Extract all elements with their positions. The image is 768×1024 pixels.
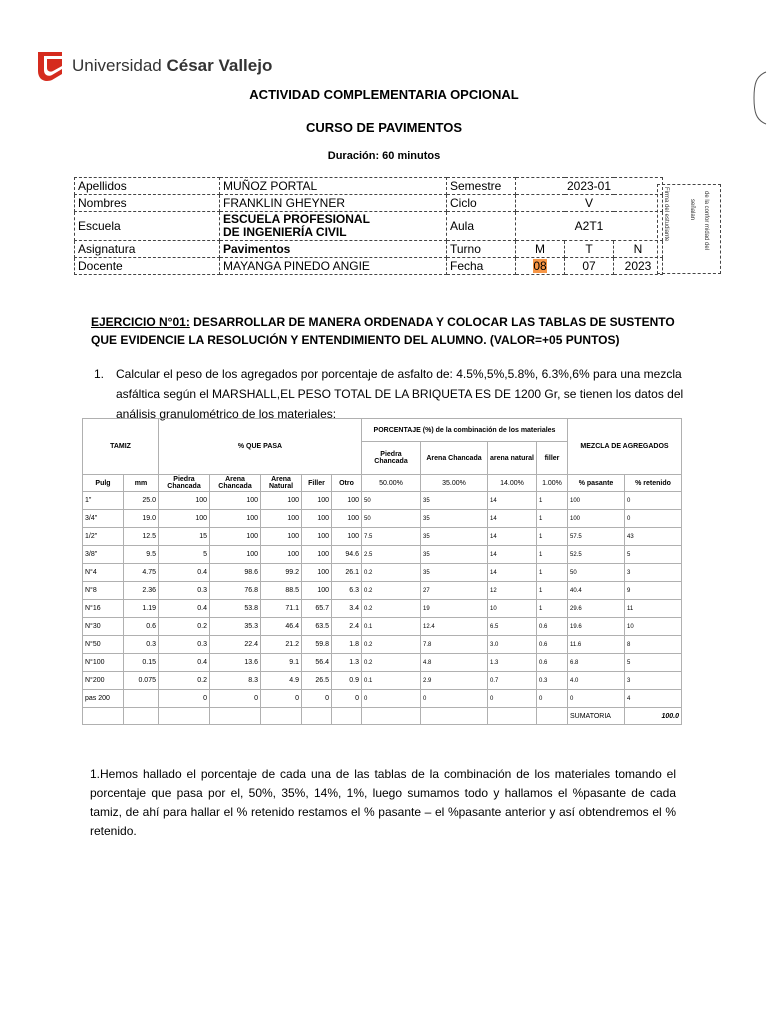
cell-pasante: 52.5 [568,546,625,564]
value-semestre: 2023-01 [516,178,663,195]
table-row [83,546,682,564]
table-row [83,564,682,582]
turno-m: M [516,241,565,258]
question-number: 1. [94,367,105,381]
cell-retenido: 5 [625,654,682,672]
cell-pulg: N°16 [83,600,124,618]
cell-arena: 53.8 [210,600,261,618]
cell-piedra: 0.3 [159,636,210,654]
cell-piedra: 5 [159,546,210,564]
info-row-nombres [75,195,663,212]
table-row [83,672,682,690]
cell-piedra: 0 [159,690,210,708]
cell-pulg: N°4 [83,564,124,582]
fecha-year: 2023 [614,258,663,275]
label-aula: Aula [447,212,516,241]
cell-arena: 35.3 [210,618,261,636]
cell-pct-filler: 1 [537,510,568,528]
cell-pulg: N°50 [83,636,124,654]
cell-pct-filler: 1 [537,492,568,510]
cell-arena: 100 [210,546,261,564]
cell-arena: 22.4 [210,636,261,654]
cell-retenido: 0 [625,510,682,528]
label-semestre: Semestre [447,178,516,195]
cell-piedra: 0.3 [159,582,210,600]
cell-pct-filler: 1 [537,582,568,600]
cell-pulg: N°8 [83,582,124,600]
cell-pct-filler: 0.6 [537,618,568,636]
cell-pct-arena-natural: 6.5 [488,618,537,636]
cell-pasante: 4.0 [568,672,625,690]
cell-arena-natural: 100 [261,492,302,510]
cell-pct-arena: 35 [421,510,488,528]
cell-otro: 0.9 [332,672,362,690]
value-docente: MAYANGA PINEDO ANGIE [220,258,447,275]
cell-otro: 6.3 [332,582,362,600]
sub-piedra: Piedra Chancada [159,475,210,492]
cell-pulg: 1/2" [83,528,124,546]
cell-pulg: N°200 [83,672,124,690]
cell-arena: 98.6 [210,564,261,582]
cell-filler: 100 [302,528,332,546]
value-escuela: ESCUELA PROFESIONAL DE INGENIERÍA CIVIL [220,212,447,241]
cell-pct-arena: 12.4 [421,618,488,636]
cell-arena-natural: 100 [261,546,302,564]
cell-pct-piedra: 0.2 [362,564,421,582]
cell-mm: 25.0 [124,492,159,510]
value-asignatura: Pavimentos [220,241,447,258]
cell-otro: 2.4 [332,618,362,636]
cell-pct-filler: 1 [537,546,568,564]
table-row [83,636,682,654]
cell-pulg: 3/8" [83,546,124,564]
cell-pct-arena-natural: 14 [488,492,537,510]
turno-t: T [565,241,614,258]
cell-pulg: 1" [83,492,124,510]
cell-mm: 9.5 [124,546,159,564]
cell-pct-arena-natural: 1.3 [488,654,537,672]
cell-mm: 19.0 [124,510,159,528]
cell-pct-arena-natural: 14 [488,528,537,546]
cell-pasante: 6.8 [568,654,625,672]
cell-piedra: 0.4 [159,564,210,582]
cell-filler: 100 [302,546,332,564]
label-nombres: Nombres [75,195,220,212]
cell-piedra: 0.2 [159,672,210,690]
sub-pct-arena-natural: 14.00% [488,475,537,492]
cell-mm: 4.75 [124,564,159,582]
cell-pct-filler: 1 [537,564,568,582]
cell-pct-filler: 0.6 [537,654,568,672]
table-row [83,492,682,510]
cell-retenido: 11 [625,600,682,618]
university-logo [36,46,272,86]
cell-retenido: 3 [625,564,682,582]
cell-pct-piedra: 7.5 [362,528,421,546]
cell-pct-arena: 0 [421,690,488,708]
header-mezcla: MEZCLA DE AGREGADOS [568,419,682,475]
cell-retenido: 10 [625,618,682,636]
cell-pct-arena-natural: 0.7 [488,672,537,690]
cell-pasante: 100 [568,510,625,528]
cell-retenido: 0 [625,492,682,510]
cell-pct-piedra: 0.2 [362,582,421,600]
cell-retenido: 8 [625,636,682,654]
question-text: Calcular el peso de los agregados por porcentaje de asfalto de: 4.5%,5%,5.8%, 6.3%,6% para una mezcla asfáltica según el MARSHALL,EL PESO TOTAL DE LA BRIQUETA ES DE 1200 Gr, se tienen los datos del análisis granulométrico de los materiales: [116,367,684,421]
question-1 [94,364,694,424]
info-row-apellidos [75,178,663,195]
cell-piedra: 0.4 [159,654,210,672]
cell-pct-arena: 35 [421,546,488,564]
sub-otro: Otro [332,475,362,492]
course-title: CURSO DE PAVIMENTOS [305,120,463,135]
info-row-escuela [75,212,663,241]
cell-arena-natural: 71.1 [261,600,302,618]
label-ciclo: Ciclo [447,195,516,212]
cell-pct-arena: 4.8 [421,654,488,672]
cell-mm [124,690,159,708]
table-row [83,528,682,546]
cell-pct-arena-natural: 12 [488,582,537,600]
cell-arena-natural: 9.1 [261,654,302,672]
cell-arena-natural: 21.2 [261,636,302,654]
cell-otro: 100 [332,510,362,528]
sub-arena: Arena Chancada [210,475,261,492]
turno-n: N [614,241,663,258]
cell-otro: 94.6 [332,546,362,564]
cell-arena-natural: 46.4 [261,618,302,636]
table-row [83,510,682,528]
cell-otro: 1.3 [332,654,362,672]
sub-filler: Filler [302,475,332,492]
cell-pct-arena-natural: 0 [488,690,537,708]
cell-mm: 12.5 [124,528,159,546]
table-row [83,600,682,618]
cell-pct-piedra: 50 [362,510,421,528]
cell-otro: 3.4 [332,600,362,618]
cell-arena-natural: 99.2 [261,564,302,582]
cell-pasante: 29.6 [568,600,625,618]
cell-pct-arena: 35 [421,492,488,510]
table-row [83,582,682,600]
table-row [83,654,682,672]
cell-retenido: 43 [625,528,682,546]
cell-pct-piedra: 0.1 [362,618,421,636]
cell-mm: 0.3 [124,636,159,654]
cell-retenido: 5 [625,546,682,564]
cell-pct-piedra: 0.2 [362,600,421,618]
cell-otro: 26.1 [332,564,362,582]
cell-pct-arena: 35 [421,564,488,582]
cell-arena-natural: 100 [261,510,302,528]
cell-filler: 59.8 [302,636,332,654]
cell-pct-piedra: 2.5 [362,546,421,564]
sub-arena-natural: Arena Natural [261,475,302,492]
cell-filler: 65.7 [302,600,332,618]
table-sum-row [83,708,682,725]
cell-arena: 0 [210,690,261,708]
cell-pct-piedra: 0.2 [362,636,421,654]
cell-pulg: N°30 [83,618,124,636]
label-apellidos: Apellidos [75,178,220,195]
cell-arena: 100 [210,528,261,546]
student-info-table [74,177,663,275]
cell-pct-arena-natural: 10 [488,600,537,618]
cell-pulg: 3/4" [83,510,124,528]
label-fecha: Fecha [447,258,516,275]
cell-mm: 1.19 [124,600,159,618]
value-ciclo: V [516,195,663,212]
value-nombres: FRANKLIN GHEYNER [220,195,447,212]
table-subheader-row [83,475,682,492]
signature-box: Firma del estudiante señalan de la confor midad del [657,184,721,274]
sub-pulg: Pulg [83,475,124,492]
cell-pulg: pas 200 [83,690,124,708]
cell-pct-filler: 0 [537,690,568,708]
header-comb-filler: filler [537,442,568,475]
cell-pasante: 50 [568,564,625,582]
fecha-month: 07 [565,258,614,275]
granulometry-table [82,418,682,725]
fecha-day: 08 [516,258,565,275]
cell-pct-arena: 35 [421,528,488,546]
cell-pct-arena: 2.9 [421,672,488,690]
table-row [83,618,682,636]
cell-pct-arena-natural: 14 [488,564,537,582]
cell-pct-piedra: 50 [362,492,421,510]
cell-otro: 100 [332,492,362,510]
table-row [83,690,682,708]
header-que-pasa: % QUE PASA [159,419,362,475]
cell-piedra: 0.4 [159,600,210,618]
cell-pct-arena: 27 [421,582,488,600]
cell-pasante: 40.4 [568,582,625,600]
cell-pct-piedra: 0 [362,690,421,708]
cell-filler: 63.5 [302,618,332,636]
cell-mm: 0.15 [124,654,159,672]
sum-label: SUMATORIA [568,708,625,725]
cell-pct-filler: 1 [537,528,568,546]
cell-piedra: 100 [159,510,210,528]
cell-arena: 8.3 [210,672,261,690]
cell-pasante: 19.6 [568,618,625,636]
cell-arena-natural: 100 [261,528,302,546]
cell-mm: 2.36 [124,582,159,600]
cell-otro: 100 [332,528,362,546]
cell-arena-natural: 4.9 [261,672,302,690]
sub-pct-piedra: 50.00% [362,475,421,492]
cell-pasante: 0 [568,690,625,708]
label-turno: Turno [447,241,516,258]
duration-text: Duración: 60 minutos [327,150,441,162]
exercise-heading: EJERCICIO N°01: DESARROLLAR DE MANERA ORDENADA Y COLOCAR LAS TABLAS DE SUSTENTO QUE EVIDENCIE LA RESOLUCIÓN Y ENTENDIMIENTO DEL ALUMNO. (VALOR=+05 PUNTOS) [91,315,675,347]
header-porcentaje: PORCENTAJE (%) de la combinación de los materiales [362,419,568,442]
cell-piedra: 100 [159,492,210,510]
cell-retenido: 9 [625,582,682,600]
value-aula: A2T1 [516,212,663,241]
cell-arena: 13.6 [210,654,261,672]
cell-mm: 0.6 [124,618,159,636]
sub-retenido: % retenido [625,475,682,492]
sum-value: 100.0 [625,708,682,725]
info-row-docente [75,258,663,275]
cell-pulg: N°100 [83,654,124,672]
info-row-asignatura [75,241,663,258]
cell-retenido: 3 [625,672,682,690]
sub-pct-arena: 35.00% [421,475,488,492]
header-comb-arena-natural: arena natural [488,442,537,475]
ucv-logo-icon [36,50,64,82]
document-title: ACTIVIDAD COMPLEMENTARIA OPCIONAL [249,87,519,102]
explanation-paragraph: 1.Hemos hallado el porcentaje de cada una de las tablas de la combinación de los materiales tomando el porcentaje que pasa por el, 50%, 35%, 14%, 1%, luego sumamos todo y hallamos el %pasante de cada tamiz, de ahí para hallar el % retenido restamos el % pasante – el %pasante anterior y así obtendremos el % retenido. [90,767,676,838]
cell-filler: 56.4 [302,654,332,672]
label-docente: Docente [75,258,220,275]
cell-filler: 100 [302,582,332,600]
value-apellidos: MUÑOZ PORTAL [220,178,447,195]
cell-pct-filler: 0.6 [537,636,568,654]
cell-pct-arena-natural: 3.0 [488,636,537,654]
cell-filler: 0 [302,690,332,708]
cell-pct-arena: 19 [421,600,488,618]
sub-pct-filler: 1.00% [537,475,568,492]
cell-pct-arena-natural: 14 [488,510,537,528]
label-escuela: Escuela [75,212,220,241]
cell-arena-natural: 0 [261,690,302,708]
cell-pct-filler: 1 [537,600,568,618]
cell-filler: 100 [302,492,332,510]
header-tamiz: TAMIZ [83,419,159,475]
cell-pasante: 57.5 [568,528,625,546]
cell-retenido: 4 [625,690,682,708]
cell-arena: 100 [210,510,261,528]
cell-filler: 100 [302,564,332,582]
cell-pasante: 100 [568,492,625,510]
cell-filler: 26.5 [302,672,332,690]
cell-otro: 1.8 [332,636,362,654]
cell-pct-arena: 7.8 [421,636,488,654]
label-asignatura: Asignatura [75,241,220,258]
sub-pasante: % pasante [568,475,625,492]
sub-mm: mm [124,475,159,492]
cell-filler: 100 [302,510,332,528]
cell-piedra: 0.2 [159,618,210,636]
cell-arena: 76.8 [210,582,261,600]
cell-otro: 0 [332,690,362,708]
cell-arena: 100 [210,492,261,510]
cell-pct-filler: 0.3 [537,672,568,690]
header-comb-piedra: Piedra Chancada [362,442,421,475]
cell-pct-piedra: 0.1 [362,672,421,690]
header-comb-arena: Arena Chancada [421,442,488,475]
cell-pasante: 11.6 [568,636,625,654]
cell-piedra: 15 [159,528,210,546]
table-header-row [83,419,682,442]
university-name: Universidad César Vallejo [72,56,273,75]
cell-pct-arena-natural: 14 [488,546,537,564]
cell-pct-piedra: 0.2 [362,654,421,672]
cell-mm: 0.075 [124,672,159,690]
cell-arena-natural: 88.5 [261,582,302,600]
